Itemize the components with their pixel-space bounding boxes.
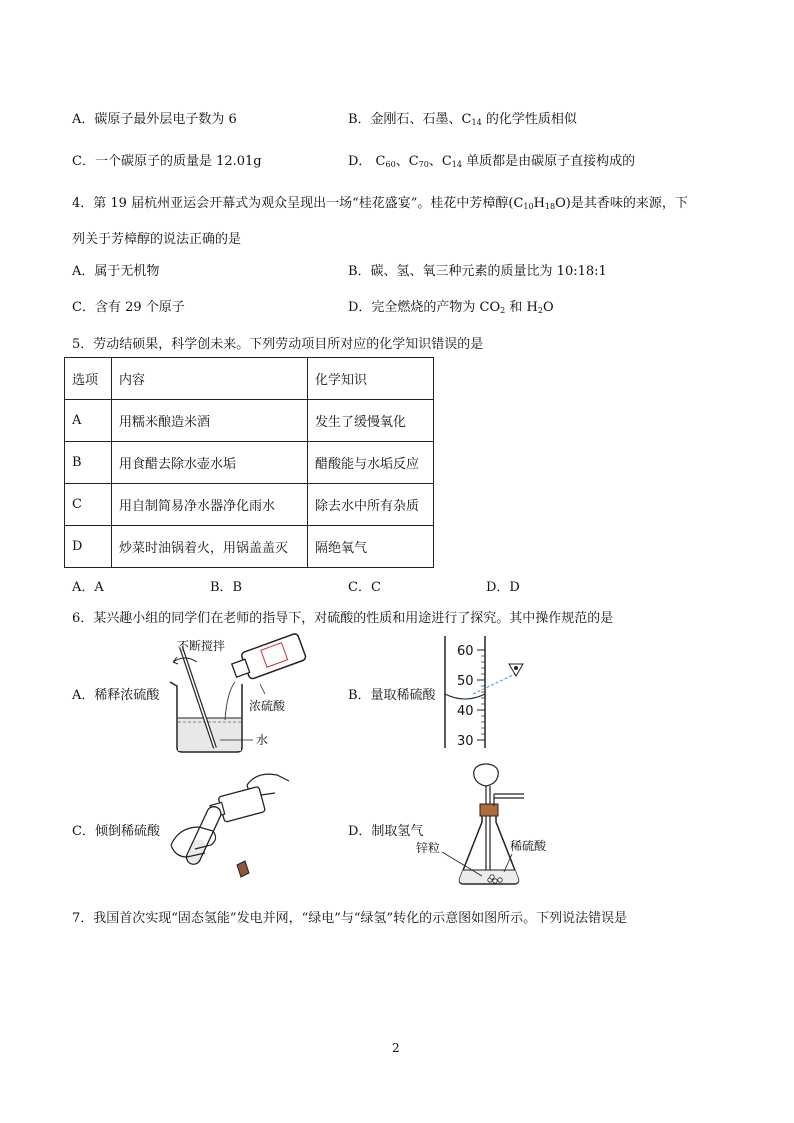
q7-stem: 7．我国首次实现“固态氢能”发电并网，“绿电”与“绿氢”转化的示意图如图所示。下列说法错误是	[72, 911, 628, 926]
table-cell: 隔绝氧气	[308, 526, 434, 568]
scale-tick-label: 50	[457, 674, 474, 689]
q4-option-a: A．属于无机物	[72, 264, 160, 279]
q6-option-c: C．倾倒稀硫酸	[72, 824, 160, 839]
q5-option-c: C．C	[348, 580, 381, 595]
q3-option-c: C．一个碳原子的质量是 12.01g	[72, 154, 262, 169]
label-zinc: 锌粒	[416, 841, 441, 855]
label-dilute-acid: 稀硫酸	[510, 839, 547, 853]
q5-stem: 5．劳动结硕果，科学创未来。下列劳动项目所对应的化学知识错误的是	[72, 337, 484, 352]
q5-option-b: B．B	[210, 580, 243, 595]
q4-stem-line2: 列关于芳樟醇的说法正确的是	[72, 232, 242, 247]
q6-option-b: B．量取稀硫酸	[348, 688, 436, 703]
q6a-dilution-diagram	[165, 632, 335, 754]
q4-option-c: C．含有 29 个原子	[72, 300, 185, 315]
table-cell: 用糯米酿造米酒	[112, 400, 308, 442]
table-cell: B	[65, 442, 112, 484]
table-header-row	[65, 358, 434, 400]
q4-option-b: B．碳、氢、氧三种元素的质量比为 10:18:1	[348, 264, 607, 279]
scale-tick-label: 60	[457, 644, 474, 659]
table-cell: 用自制简易净水器净化雨水	[112, 484, 308, 526]
table-cell: 发生了缓慢氧化	[308, 400, 434, 442]
table-header-cell: 化学知识	[308, 358, 434, 400]
q6b-cylinder-diagram	[435, 632, 535, 752]
table-cell: C	[65, 484, 112, 526]
table-cell: D	[65, 526, 112, 568]
q6-option-d: D．制取氢气	[348, 824, 424, 839]
table-header-cell: 选项	[65, 358, 112, 400]
q4-stem-line1: 4．第 19 届杭州亚运会开幕式为观众呈现出一场“桂花盛宴”。桂花中芳樟醇$(C_{10}H_{18}O)$是其香味的来源，下	[72, 196, 688, 211]
table-cell: 除去水中所有杂质	[308, 484, 434, 526]
q6-option-a: A．稀释浓硫酸	[72, 688, 160, 703]
q5-table	[64, 357, 434, 568]
q3-option-b: B．金刚石、石墨、$C_{14}$ 的化学性质相似	[348, 112, 577, 127]
q6-stem: 6．某兴趣小组的同学们在老师的指导下，对硫酸的性质和用途进行了探究。其中操作规范的是	[72, 611, 614, 626]
table-header-cell: 内容	[112, 358, 308, 400]
table-row	[65, 526, 434, 568]
table-row	[65, 442, 434, 484]
label-conc-acid: 浓硫酸	[249, 699, 286, 713]
scale-tick-label: 30	[457, 734, 474, 749]
table-cell: 炒菜时油锅着火，用锅盖盖灭	[112, 526, 308, 568]
q5-option-d: D．D	[486, 580, 520, 595]
q5-option-a: A．A	[72, 580, 104, 595]
q6c-pouring-diagram	[165, 765, 295, 885]
label-stir: 不断搅拌	[177, 639, 226, 653]
q4-option-d: D．完全燃烧的产物为 $CO_2$ 和 $H_2O$	[348, 300, 554, 315]
table-row	[65, 484, 434, 526]
q6d-hydrogen-apparatus	[412, 760, 562, 892]
table-cell: A	[65, 400, 112, 442]
scale-tick-label: 40	[457, 704, 474, 719]
q3-option-a: A．碳原子最外层电子数为 6	[72, 112, 237, 127]
q3-option-d: D． $C_{60}$、$C_{70}$、$C_{14}$ 单质都是由碳原子直接构成的	[348, 154, 636, 169]
label-water: 水	[256, 733, 269, 747]
table-cell: 醋酸能与水垢反应	[308, 442, 434, 484]
table-row	[65, 400, 434, 442]
page-number: 2	[392, 1041, 400, 1055]
table-cell: 用食醋去除水壶水垢	[112, 442, 308, 484]
